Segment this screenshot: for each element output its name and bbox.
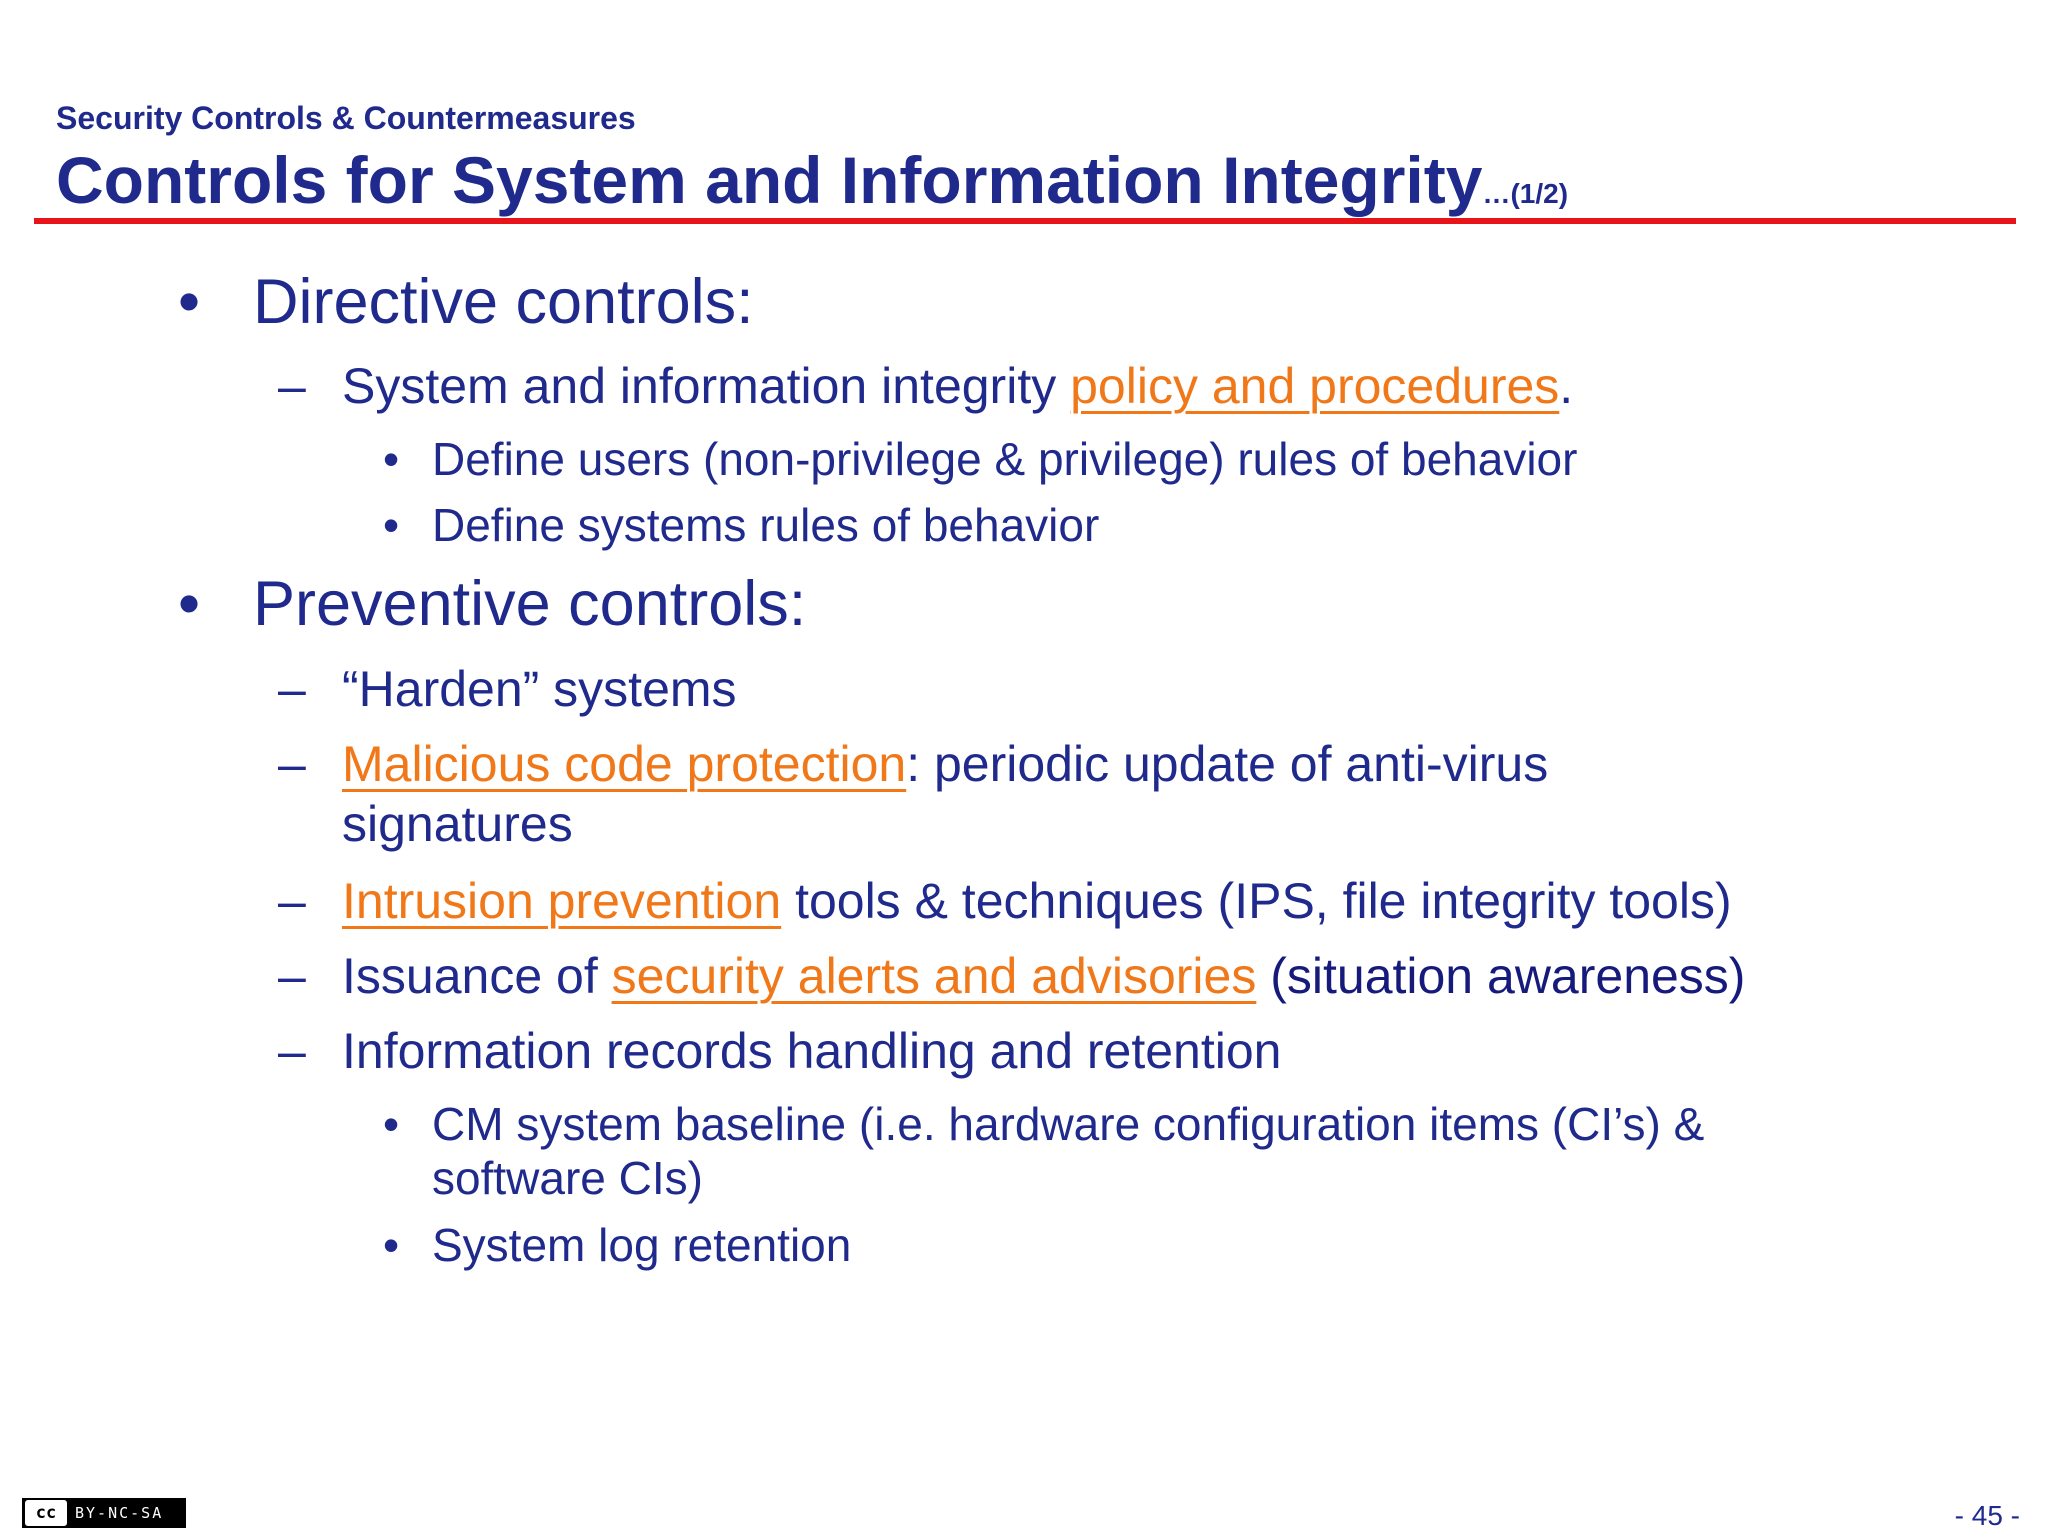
item-text: System and information integrity xyxy=(342,358,1071,414)
dash-marker: – xyxy=(278,873,306,929)
item-integrity-policy xyxy=(342,357,1573,415)
dash-marker: – xyxy=(278,736,306,792)
sub-item-cm-baseline: CM system baseline (i.e. hardware configuration items (CI’s) & xyxy=(432,1098,1705,1150)
creative-commons-icon: cc xyxy=(25,1500,67,1526)
dash-marker: – xyxy=(278,1023,306,1079)
dash-marker: – xyxy=(278,948,306,1004)
item-text: tools & techniques (IPS, file integrity tools) xyxy=(781,873,1732,929)
sub-bullet-marker: • xyxy=(383,433,400,485)
license-text: BY-NC-SA xyxy=(75,1504,164,1522)
item-text: : periodic update of anti-virus xyxy=(906,736,1549,792)
dash-marker: – xyxy=(278,358,306,414)
item-intrusion-prevention xyxy=(342,872,1732,930)
sub-item-systems-rules: Define systems rules of behavior xyxy=(432,499,1100,551)
item-text: (situation awareness) xyxy=(1256,948,1746,1004)
bullet-marker: • xyxy=(178,569,201,639)
title-text: Controls for System and Information Integrity xyxy=(56,143,1483,217)
bullet-directive-controls: Directive controls: xyxy=(253,267,754,337)
item-malicious-code-continued: signatures xyxy=(342,796,573,852)
item-records-handling: Information records handling and retention xyxy=(342,1023,1282,1079)
link-security-alerts-and-advisories[interactable]: security alerts and advisories xyxy=(611,948,1257,1004)
bullet-preventive-controls: Preventive controls: xyxy=(253,569,807,639)
item-text: . xyxy=(1559,358,1574,414)
sub-item-users-rules: Define users (non-privilege & privilege) rules of behavior xyxy=(432,433,1578,485)
dash-marker: – xyxy=(278,661,306,717)
title-suffix: …(1/2) xyxy=(1482,178,1569,209)
bullet-marker: • xyxy=(178,267,201,337)
link-policy-and-procedures[interactable]: policy and procedures xyxy=(1070,358,1560,414)
sub-item-cm-baseline-continued: software CIs) xyxy=(432,1152,703,1204)
item-text: Issuance of xyxy=(342,948,612,1004)
license-badge[interactable] xyxy=(22,1498,186,1528)
title-underline-rule xyxy=(34,218,2016,224)
sub-bullet-marker: • xyxy=(383,1219,400,1271)
slide-subtitle: Security Controls & Countermeasures xyxy=(56,100,636,136)
item-malicious-code xyxy=(342,735,1548,793)
sub-bullet-marker: • xyxy=(383,1098,400,1150)
sub-item-log-retention: System log retention xyxy=(432,1219,852,1271)
sub-bullet-marker: • xyxy=(383,499,400,551)
page-number: - 45 - xyxy=(1954,1500,2020,1531)
link-malicious-code-protection[interactable]: Malicious code protection xyxy=(342,736,907,792)
item-security-alerts xyxy=(342,947,1745,1005)
item-harden-systems: “Harden” systems xyxy=(342,661,737,717)
link-intrusion-prevention[interactable]: Intrusion prevention xyxy=(342,873,782,929)
